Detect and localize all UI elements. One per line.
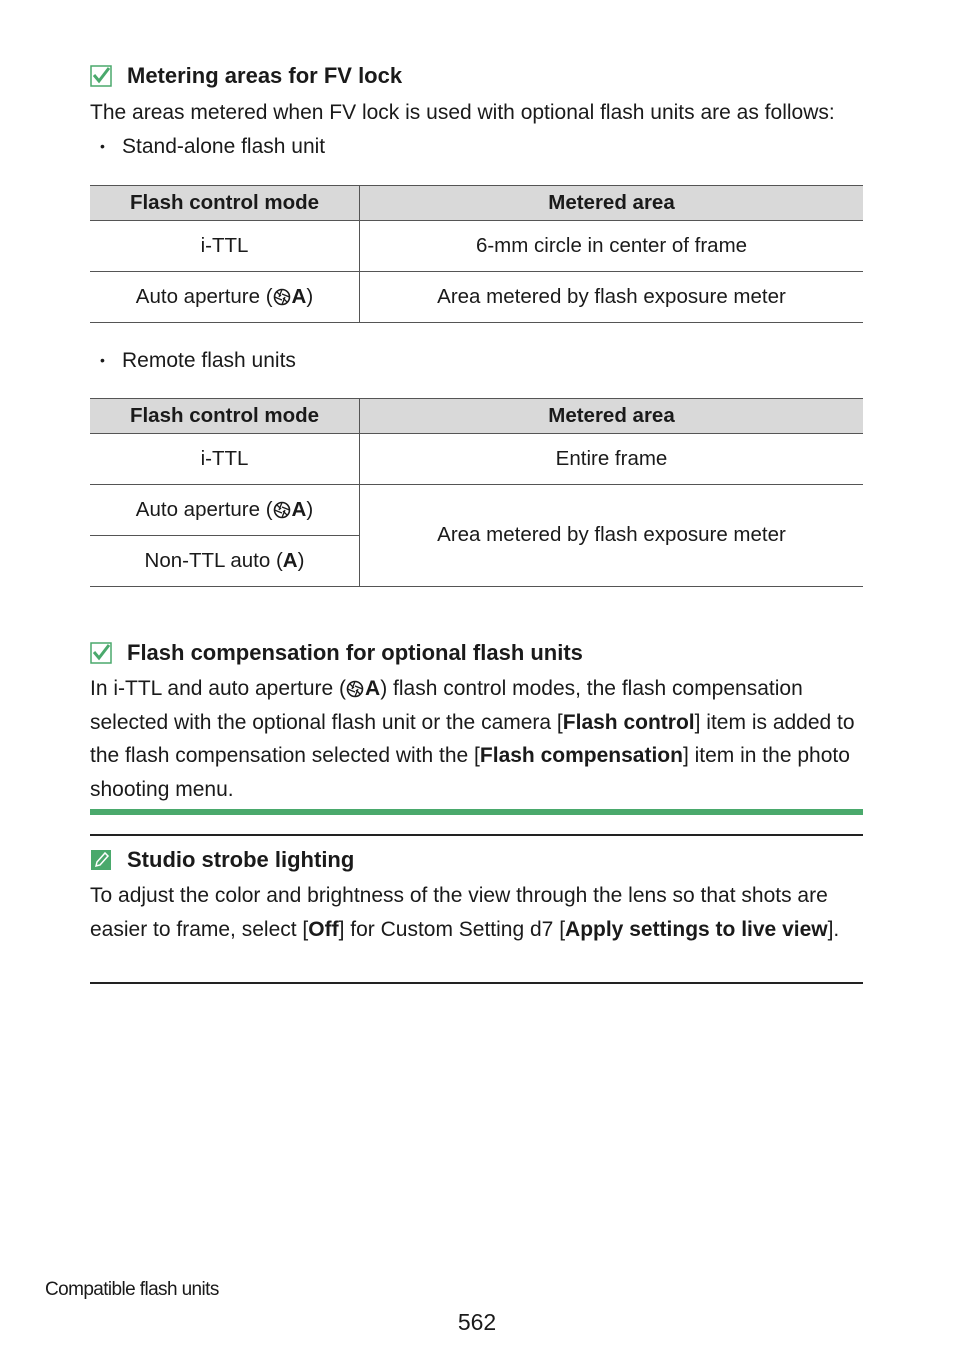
check-icon <box>90 642 112 664</box>
table-row <box>90 220 863 271</box>
metering-note-intro: The areas metered when FV lock is used with optional flash units are as follows: <box>90 101 835 124</box>
mode-prefix: Auto aperture ( <box>135 284 273 308</box>
text-run: In i-TTL and auto aperture ( <box>90 677 347 700</box>
text-run: ) flash control modes, the flash compensation selected with the optional flash unit or the camera [ <box>90 677 803 734</box>
mode-letter: A <box>365 677 381 700</box>
text-run: ] item in the photo shooting menu. <box>90 744 850 801</box>
metering-note <box>90 60 863 587</box>
strobe-note-title: Studio strobe lighting <box>127 847 355 872</box>
mode-suffix: ) <box>306 497 314 521</box>
area-cell: 6-mm circle in center of frame <box>360 220 864 271</box>
table-row <box>90 271 863 322</box>
header-flash-control-mode: Flash control mode <box>90 398 360 433</box>
pencil-icon <box>90 849 112 871</box>
flash-aperture-icon <box>346 680 364 698</box>
metering-note-heading <box>90 60 863 92</box>
compensation-note-heading <box>90 637 863 669</box>
mode-cell <box>90 484 360 535</box>
flash-aperture-icon <box>273 501 291 519</box>
mode-letter: A <box>291 497 307 521</box>
strobe-note-body <box>90 879 863 946</box>
table-row <box>90 484 863 535</box>
text-run: ] for Custom Setting d7 [ <box>338 917 566 941</box>
header-metered-area: Metered area <box>360 185 864 220</box>
flash-aperture-icon <box>273 288 291 306</box>
check-icon <box>90 65 112 87</box>
bullet-remote-label: Remote flash units <box>122 348 296 372</box>
text-run: To adjust the color and brightness of the view through the lens so that shots are easier to frame, select [ <box>90 884 828 941</box>
area-cell: Area metered by flash exposure meter <box>360 271 864 322</box>
mode-suffix: ) <box>306 284 314 308</box>
mode-cell <box>90 535 360 586</box>
setting-apply-live-view: Apply settings to live view <box>565 917 828 941</box>
header-flash-control-mode: Flash control mode <box>90 185 360 220</box>
bullet-dot: • <box>100 351 105 368</box>
mode-prefix: Non-TTL auto ( <box>144 548 283 572</box>
mode-cell <box>90 271 360 322</box>
mode-prefix: Auto aperture ( <box>135 497 273 521</box>
menu-item-flash-control: Flash control <box>562 710 695 734</box>
area-cell-merged: Area metered by flash exposure meter <box>360 484 864 586</box>
compensation-note <box>90 637 863 806</box>
bullet-standalone <box>90 130 863 163</box>
text-run: ]. <box>827 917 840 941</box>
bullet-dot: • <box>100 137 105 154</box>
mode-cell: i-TTL <box>90 220 360 271</box>
footer-section-label: Compatible flash units <box>45 1279 219 1300</box>
compensation-note-title: Flash compensation for optional flash units <box>127 640 583 665</box>
menu-item-flash-compensation: Flash compensation <box>479 744 683 767</box>
table-header-row <box>90 398 863 433</box>
remote-table <box>90 398 863 587</box>
table-header-row <box>90 185 863 220</box>
bullet-standalone-label: Stand-alone flash unit <box>122 134 326 158</box>
area-cell: Entire frame <box>360 433 864 484</box>
header-metered-area: Metered area <box>360 398 864 433</box>
mode-suffix: ) <box>297 548 305 572</box>
standalone-table <box>90 185 863 323</box>
table-row <box>90 433 863 484</box>
strobe-note-heading <box>90 844 863 876</box>
section-divider <box>90 809 863 815</box>
strobe-note <box>90 834 863 984</box>
mode-letter: A <box>291 284 307 308</box>
page-number: 562 <box>457 1309 497 1335</box>
setting-off: Off <box>308 917 339 941</box>
bullet-remote <box>90 344 863 377</box>
compensation-note-body <box>90 672 863 806</box>
mode-letter: A <box>282 548 298 572</box>
mode-cell: i-TTL <box>90 433 360 484</box>
metering-note-title: Metering areas for FV lock <box>127 63 403 88</box>
text-run: ] item is added to the flash compensation selected with the [ <box>90 710 855 767</box>
